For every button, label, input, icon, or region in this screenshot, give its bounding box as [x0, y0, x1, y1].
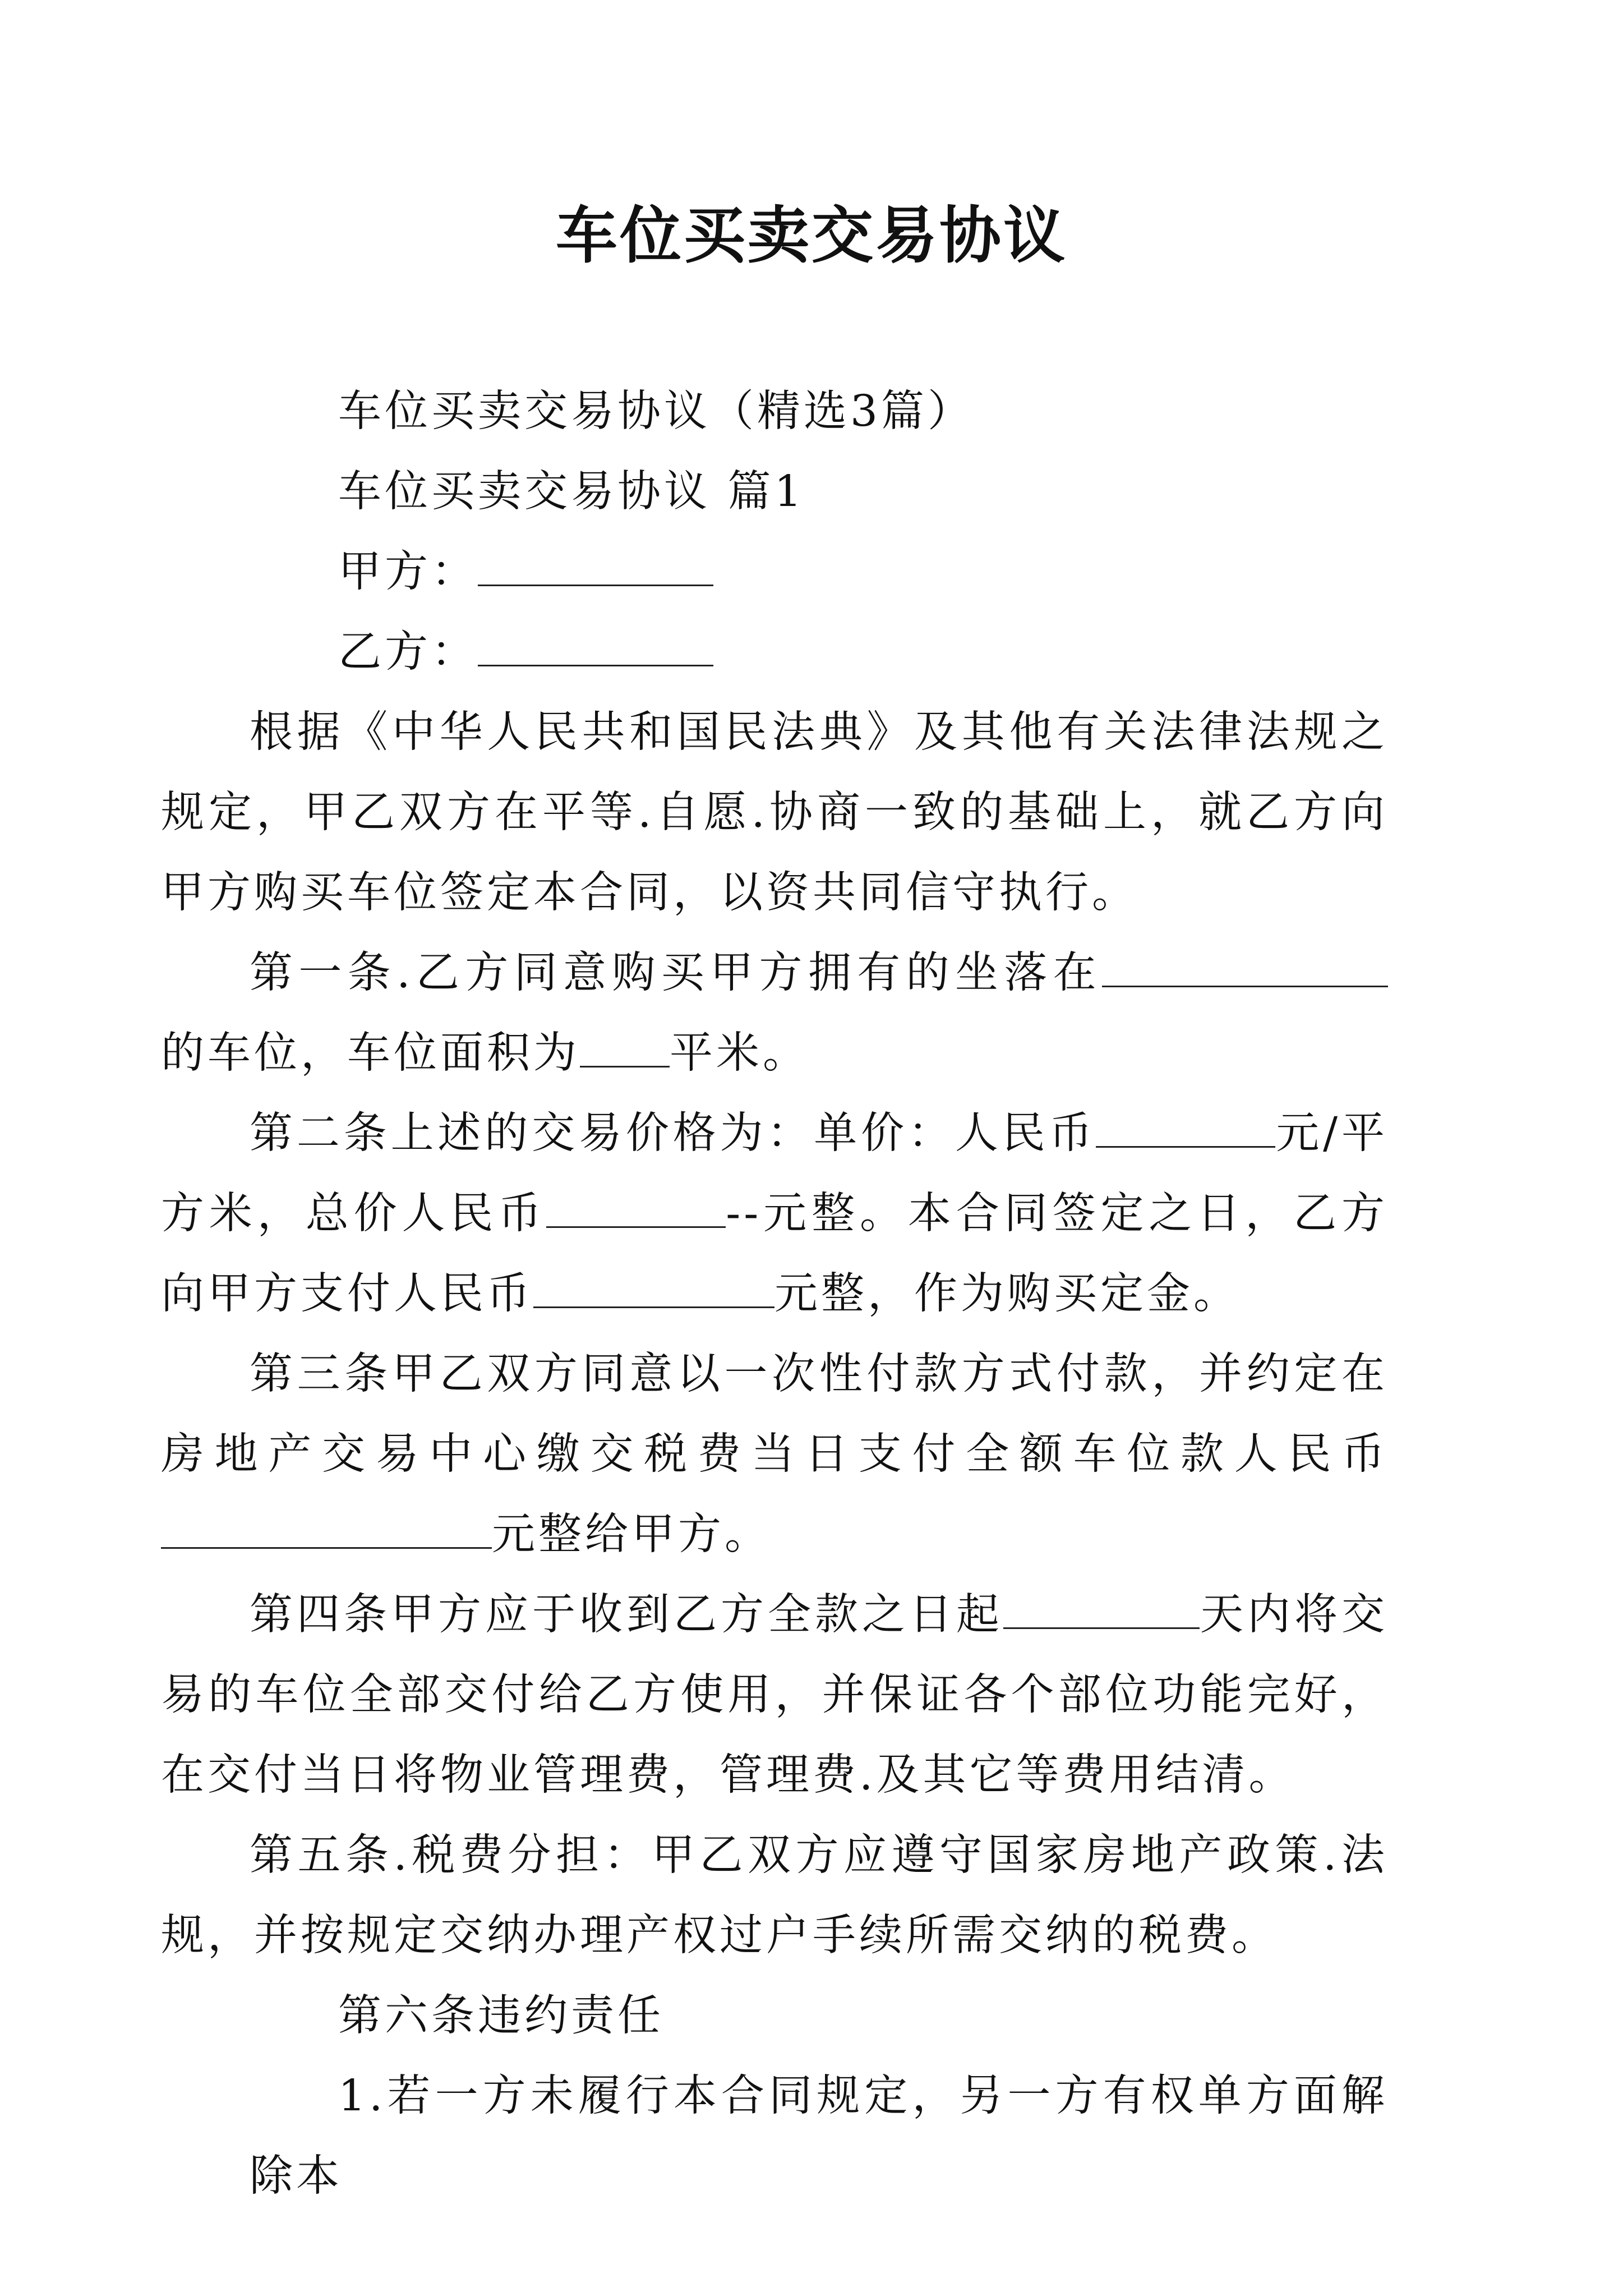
document-title: 车位买卖交易协议 — [556, 199, 1067, 272]
party-a-label: 甲方： — [338, 547, 478, 597]
article-1-part2: 的车位，车位面积为 — [161, 1028, 580, 1078]
unit-price-blank — [1096, 1107, 1275, 1148]
total-price-blank — [546, 1187, 726, 1228]
party-b-label: 乙方： — [338, 627, 478, 677]
section-heading: 车位买卖交易协议 篇1 — [338, 467, 805, 517]
article-6-item-1: 1.若一方未履行本合同规定，另一方有权单方面解除本 — [250, 2071, 1388, 2201]
article-5: 第五条.税费分担：甲乙双方应遵守国家房地产政策.法规，并按规定交纳办理产权过户手续所需交纳的税费。 — [161, 1830, 1388, 1961]
article-2-part1: 第二条上述的交易价格为：单价：人民币 — [250, 1108, 1096, 1158]
party-b-blank — [478, 625, 713, 666]
article-2-part3: --元整。本合同签定之日，乙方向甲方支付人民币 — [161, 1189, 1389, 1319]
area-blank — [580, 1027, 670, 1068]
party-b-line — [250, 612, 1388, 692]
subtitle: 车位买卖交易协议（精选3篇） — [338, 386, 974, 436]
article-4 — [161, 1575, 1388, 1815]
article-4-part1: 第四条甲方应于收到乙方全款之日起 — [250, 1590, 1003, 1640]
article-2-part4: 元整，作为购买定金。 — [774, 1269, 1240, 1319]
article-1-part3: 平米。 — [670, 1028, 809, 1078]
article-3-part2: 元整给甲方。 — [492, 1510, 771, 1559]
intro-paragraph: 根据《中华人民共和国民法典》及其他有关法律法规之规定，甲乙双方在平等.自愿.协商一致的基础上，就乙方向甲方购买车位签定本合同，以资共同信守执行。 — [161, 707, 1388, 918]
article-1-part1: 第一条.乙方同意购买甲方拥有的坐落在 — [250, 948, 1102, 998]
party-a-line — [250, 532, 1388, 612]
article-6-heading: 第六条违约责任 — [338, 1991, 664, 2041]
days-blank — [1003, 1588, 1200, 1629]
party-a-blank — [478, 545, 713, 586]
location-blank — [1102, 946, 1388, 987]
deposit-blank — [533, 1267, 774, 1308]
article-2-part2: 元/平方米，总价人民币 — [161, 1108, 1388, 1239]
document-body — [161, 371, 1389, 2216]
article-2 — [161, 1093, 1388, 1334]
article-4-part2: 天内将交易的车位全部交付给乙方使用，并保证各个部位功能完好，在交付当日将物业管理费，管理费.及其它等费用结清。 — [161, 1590, 1388, 1800]
full-payment-blank — [161, 1508, 492, 1549]
article-3-part1: 第三条甲乙双方同意以一次性付款方式付款，并约定在房地产交易中心缴交税费当日支付全额车位款人民币 — [161, 1349, 1388, 1479]
article-3 — [161, 1334, 1388, 1575]
article-1 — [161, 933, 1388, 1093]
